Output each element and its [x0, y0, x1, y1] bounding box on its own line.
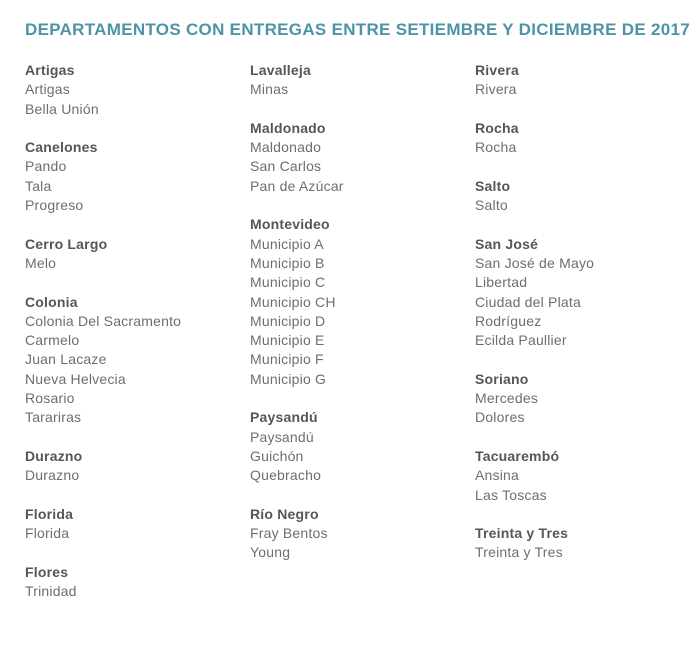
department-group: [475, 524, 700, 563]
department-name: Tacuarembó: [475, 447, 560, 464]
department-name: Durazno: [25, 447, 83, 464]
department-group: [250, 505, 475, 563]
department-name: Lavalleja: [250, 62, 311, 78]
department-group: [475, 61, 700, 100]
locality-name: Carmelo: [25, 332, 80, 349]
locality-name: Progreso: [25, 197, 84, 214]
locality-name: Bella Unión: [25, 100, 99, 117]
department-name: San José: [475, 235, 539, 252]
page-title: DEPARTAMENTOS CON ENTREGAS ENTRE SETIEMBRE Y DICIEMBRE DE 2017: [25, 20, 691, 39]
department-name: Río Negro: [250, 505, 319, 522]
department-group: [25, 61, 250, 119]
locality-name: Municipio E: [250, 332, 325, 349]
locality-name: Durazno: [25, 467, 80, 484]
locality-name: Salto: [475, 197, 508, 214]
locality-name: Mercedes: [475, 390, 539, 407]
locality-name: Municipio C: [250, 274, 326, 291]
department-group: [475, 119, 700, 158]
department-group: [475, 177, 700, 216]
locality-name: Pando: [25, 158, 67, 175]
department-name: Canelones: [25, 139, 98, 156]
locality-name: San Carlos: [250, 158, 322, 175]
locality-name: Quebracho: [250, 467, 322, 484]
locality-name: Artigas: [25, 81, 70, 98]
department-name: Maldonado: [250, 119, 326, 136]
department-group: [250, 215, 475, 389]
locality-name: Maldonado: [250, 139, 322, 156]
locality-name: Young: [250, 544, 291, 561]
locality-name: Municipio D: [250, 312, 326, 329]
column-2: [250, 61, 475, 582]
locality-name: Florida: [25, 525, 70, 542]
department-name: Salto: [475, 177, 511, 194]
locality-name: Ansina: [475, 467, 520, 484]
department-group: [25, 447, 250, 486]
department-group: [25, 563, 250, 602]
locality-name: Rodríguez: [475, 312, 542, 329]
department-group: [475, 370, 700, 428]
department-group: [250, 408, 475, 485]
department-name: Treinta y Tres: [475, 525, 569, 542]
locality-name: Municipio B: [250, 254, 325, 271]
department-name: Rocha: [475, 119, 519, 136]
department-name: Paysandú: [250, 409, 318, 426]
locality-name: Paysandú: [250, 428, 314, 445]
locality-name: Tala: [25, 177, 52, 194]
locality-name: Tarariras: [25, 409, 82, 426]
locality-name: Rocha: [475, 139, 517, 156]
locality-name: Municipio CH: [250, 293, 336, 310]
locality-name: Municipio F: [250, 351, 324, 368]
department-group: [25, 235, 250, 274]
locality-name: San José de Mayo: [475, 254, 595, 271]
locality-name: Fray Bentos: [250, 525, 328, 542]
department-name: Cerro Largo: [25, 235, 108, 252]
column-1: [25, 61, 250, 621]
locality-name: Ecilda Paullier: [475, 332, 567, 349]
locality-name: Rivera: [475, 81, 517, 98]
department-columns: [25, 61, 700, 621]
department-name: Montevideo: [250, 216, 330, 233]
locality-name: Dolores: [475, 409, 525, 426]
locality-name: Rosario: [25, 390, 75, 407]
locality-name: Melo: [25, 254, 57, 271]
department-group: [475, 235, 700, 351]
locality-name: Juan Lacaze: [25, 351, 107, 368]
department-name: Rivera: [475, 62, 520, 78]
department-group: [250, 119, 475, 196]
locality-name: Municipio G: [250, 370, 327, 387]
locality-name: Pan de Azúcar: [250, 177, 344, 194]
locality-name: Las Toscas: [475, 486, 547, 503]
locality-name: Libertad: [475, 274, 528, 291]
department-name: Florida: [25, 505, 74, 522]
department-name: Soriano: [475, 370, 529, 387]
department-group: [25, 505, 250, 544]
department-group: [25, 293, 250, 428]
column-3: [475, 61, 700, 582]
department-group: [250, 61, 475, 100]
locality-name: Ciudad del Plata: [475, 293, 581, 310]
department-name: Flores: [25, 563, 69, 580]
locality-name: Trinidad: [25, 583, 77, 600]
department-group: [475, 447, 700, 505]
locality-name: Nueva Helvecia: [25, 370, 126, 387]
locality-name: Guichón: [250, 447, 304, 464]
locality-name: Municipio A: [250, 235, 324, 252]
department-group: [25, 138, 250, 215]
department-name: Colonia: [25, 293, 78, 310]
locality-name: Colonia Del Sacramento: [25, 312, 182, 329]
locality-name: Minas: [250, 81, 289, 98]
department-name: Artigas: [25, 62, 75, 78]
locality-name: Treinta y Tres: [475, 544, 563, 561]
